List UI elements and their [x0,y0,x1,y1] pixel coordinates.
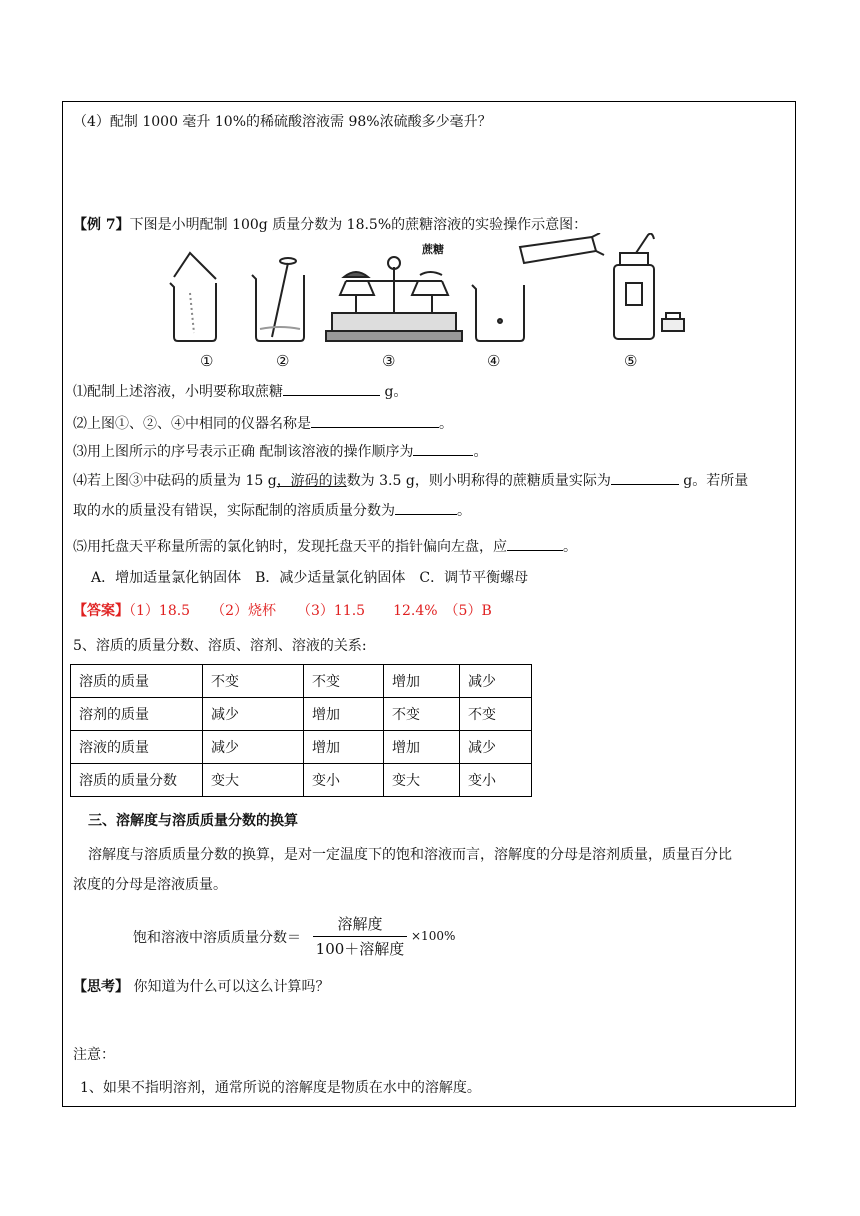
answer-blank-2[interactable] [311,413,439,428]
answer-blank-3[interactable] [413,441,473,456]
relation-table [70,664,532,797]
formula-numerator: 溶解度 [337,915,383,933]
formula-fraction [313,912,407,961]
formula-right: ×100% [411,929,456,943]
example-7-intro [73,215,587,235]
question-5: ⑸用托盘天平称量所需的氯化钠时，发现托盘天平的指针偏向左盘，应 。 [73,536,577,557]
table-row: 溶液的质量 减少 增加 增加 减少 [71,731,532,764]
answer-line [73,601,492,621]
think-tag: 【思考】 [73,979,129,995]
figure-number-5: ⑤ [624,352,638,370]
question-4a: ⑷若上图③中砝码的质量为 15 g，游码的读数为 3.5 g，则小明称得的蔗糖质量实际为 g。若所量 [73,470,748,491]
question-3: ⑶用上图所示的序号表示正确 配制该溶液的操作顺序为 。 [73,441,487,462]
formula-denominator: 100＋溶解度 [315,940,405,958]
note-title: 注意： [73,1047,115,1063]
beaker-2-icon [252,258,304,341]
answer-blank-1[interactable] [283,381,380,396]
table-row: 溶质的质量 不变 不变 增加 减少 [71,665,532,698]
reagent-bottle-icon [614,234,684,339]
question-1: ⑴配制上述溶液，小明要称取蔗糖 g。 [73,381,407,402]
experiment-figure [160,233,700,345]
question-2: ⑵上图①、②、④中相同的仪器名称是 。 [73,413,453,434]
note-item-1: 1、如果不指明溶剂，通常所说的溶解度是物质在水中的溶解度。 [80,1080,481,1096]
answer-blank-6[interactable] [507,536,563,551]
example-tag: 【例 7】 [73,217,130,233]
answer-blank-5[interactable] [395,500,457,515]
think-text: 你知道为什么可以这么计算吗？ [129,979,330,995]
beaker-1-icon [170,253,216,341]
answer-text: （1）18.5 （2）烧杯 （3）11.5 12.4% （5）B [129,603,492,619]
section-3-para-2: 浓度的分母是溶液质量。 [73,877,227,893]
sugar-label: 蔗糖 [422,243,444,256]
figure-number-2: ② [276,352,290,370]
think-line [73,977,329,997]
table-row: 溶质的质量分数 变大 变小 变大 变小 [71,764,532,797]
section-3-heading: 三、溶解度与溶质质量分数的换算 [88,813,298,829]
section-3-para-1: 溶解度与溶质质量分数的换算，是对一定温度下的饱和溶液而言，溶解度的分母是溶剂质量，质量百分比 [88,847,732,863]
answer-blank-4[interactable] [611,470,679,485]
answer-tag: 【答案】 [73,603,129,619]
figure-number-1: ① [200,352,214,370]
example-text: 下图是小明配制 100g 质量分数为 18.5%的蔗糖溶液的实验操作示意图： [129,217,588,233]
figure-number-4: ④ [487,352,501,370]
figure-number-3: ③ [382,352,396,370]
relation-heading: 5、溶质的质量分数、溶质、溶剂、溶液的关系: [73,638,367,654]
question-5-options: A．增加适量氯化钠固体 B．减少适量氯化钠固体 C．调节平衡螺母 [91,570,529,586]
question-4: （4）配制 1000 毫升 10%的稀硫酸溶液需 98%浓硫酸多少毫升？ [73,114,492,130]
table-row: 溶剂的质量 减少 增加 不变 不变 [71,698,532,731]
formula-left: 饱和溶液中溶质质量分数＝ [133,930,301,946]
question-4b: 取的水的质量没有错误，实际配制的溶质质量分数为 。 [73,500,471,521]
beaker-4-icon [472,233,604,341]
balance-icon [326,257,462,341]
